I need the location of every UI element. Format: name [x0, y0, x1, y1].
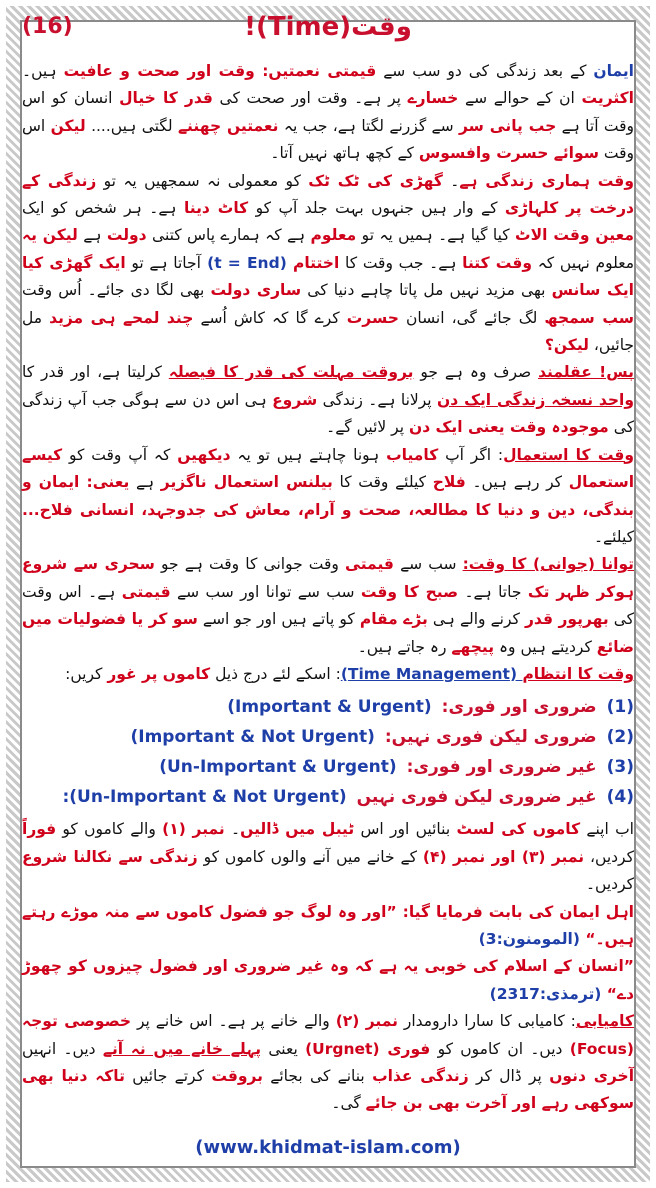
title-mark: ! — [244, 12, 256, 42]
page-number: (16) — [22, 14, 73, 39]
list-item: (3) غیر ضروری اور فوری: (Un-Important & Urgent) — [159, 757, 634, 778]
quote-quran: اہل ایمان کی بابت فرمایا گیا: ”اور وہ لوگ جو فضول کاموں سے منہ موڑے رہتے ہیں۔“ (المومنون:3) — [22, 902, 634, 948]
article-body — [22, 58, 634, 1118]
list-item: (4) غیر ضروری لیکن فوری نہیں :(Un-Important & Not Urgent) — [62, 787, 634, 808]
title-english: (Time) — [255, 12, 352, 42]
website-link[interactable]: (www.khidmat-islam.com) — [195, 1137, 461, 1158]
paragraph-use-of-time: وقت کا استعمال: اگر آپ کامیاب ہونا چاہتے ہیں تو یہ دیکھیں کہ آپ وقت کو کیسے استعمال کر رہے ہیں۔ فلاح کیلئے وقت کا بیلنس استعمال ناگزیر ہے یعنی: ایمان و بندگی، دین و دنیا کا مطالعہ، صحت و آرام، معاش کی جدوجہد، انسانی فلاح... کیلئے۔ — [22, 445, 635, 546]
list-item: (1) ضروری اور فوری: (Important & Urgent) — [227, 697, 634, 718]
paragraph-make-list: اب اپنے کاموں کی لسٹ بنائیں اور اس ٹیبل میں ڈالیں۔ نمبر (۱) والے کاموں کو فوراً کردیں، نمبر (۳) اور نمبر (۴) کے خانے میں آنے والوں کاموں کو زندگی سے نکالنا شروع کردیں۔ — [22, 820, 634, 894]
priority-list — [22, 692, 634, 812]
title-urdu: وقت — [351, 12, 412, 42]
paragraph-intro: ایمان کے بعد زندگی کی دو سب سے قیمتی نعمتیں: وقت اور صحت و عافیت ہیں۔ اکثریت ان کے حوالے سے خسارے پر ہے۔ وقت اور صحت کی قدر کا خیال انسان کو اس وقت آتا ہے جب پانی سر سے گزرنے لگتا ہے، جب یہ نعمتیں چھننے لگتی ہیں.... لیکن اس وقت سوائے حسرت وافسوس کے کچھ ہاتھ نہیں آتا۔ — [22, 62, 634, 163]
page-title — [0, 12, 656, 42]
paragraph-time-management: وقت کا انتظام (Time Management): اسکے لئے درج ذیل کاموں پر غور کریں: — [65, 664, 634, 683]
list-item: (2) ضروری لیکن فوری نہیں: (Important & Not Urgent) — [130, 727, 634, 748]
paragraph-success: کامیابی: کامیابی کا سارا دارومدار نمبر (۲) والے خانے پر ہے۔ اس خانے پر خصوصی توجہ (Focus) دیں۔ ان کاموں کو فوری (Urgnet) یعنی پہلے خانے میں نہ آنے دیں۔ انہیں آخری دنوں پر ڈال کر زندگی عذاب بنانے کی بجائے بروقت کرتے جائیں تاکہ دنیا بھی سوکھی رہے اور آخرت بھی بن جائے گی۔ — [22, 1012, 635, 1113]
paragraph-wise-person: پس! عقلمند صرف وہ ہے جو بروقت مہلت کی قدر کا فیصلہ کرلیتا ہے، اور قدر کا واحد نسخہ زندگی ایک دن پرلانا ہے۔ زندگی شروع ہی اس دن سے ہوگی جب آپ زندگی کی موجودہ وقت یعنی ایک دن پر لائیں گے۔ — [22, 363, 634, 437]
paragraph-youth-time: توانا (جوانی) کا وقت: سب سے قیمتی وقت جوانی کا وقت ہے جو سحری سے شروع ہوکر ظہر تک جاتا ہے۔ صبح کا وقت سب سے توانا اور سب سے قیمتی ہے۔ اس وقت کی بھرپور قدر کرنے والے ہی بڑے مقام کو پاتے ہیں اور جو اسے سو کر یا فضولیات میں ضائع کردیتے ہیں وہ پیچھے رہ جاتے ہیں۔ — [22, 555, 635, 656]
paragraph-time-is-life: وقت ہماری زندگی ہے۔ گھڑی کی ٹک ٹک کو معمولی نہ سمجھیں یہ تو زندگی کے درخت پر کلہاڑی کے وار ہیں جنہوں بہت جلد آپ کو کاٹ دینا ہے۔ ہر شخص کو ایک معین وقت الاٹ کیا گیا ہے۔ ہمیں یہ تو معلوم ہے کہ ہمارے پاس کتنی دولت ہے لیکن یہ معلوم نہیں کہ وقت کتنا ہے۔ جب وقت کا اختتام (t = End) آجاتا ہے تو ایک گھڑی کیا ایک سانس بھی مزید نہیں مل پاتا چاہے دنیا کی ساری دولت بھی لگا دی جائے۔ اُس وقت سب سمجھ لگ جائے گی، انسان حسرت کرے گا کہ کاش اُسے چند لمحے ہی مزید مل جائیں، لیکن؟ — [22, 171, 635, 355]
quote-hadith: ”انسان کے اسلام کی خوبی یہ ہے کہ وہ غیر ضروری اور فضول چیزوں کو چھوڑ دے“ (ترمذی:2317) — [22, 957, 634, 1003]
